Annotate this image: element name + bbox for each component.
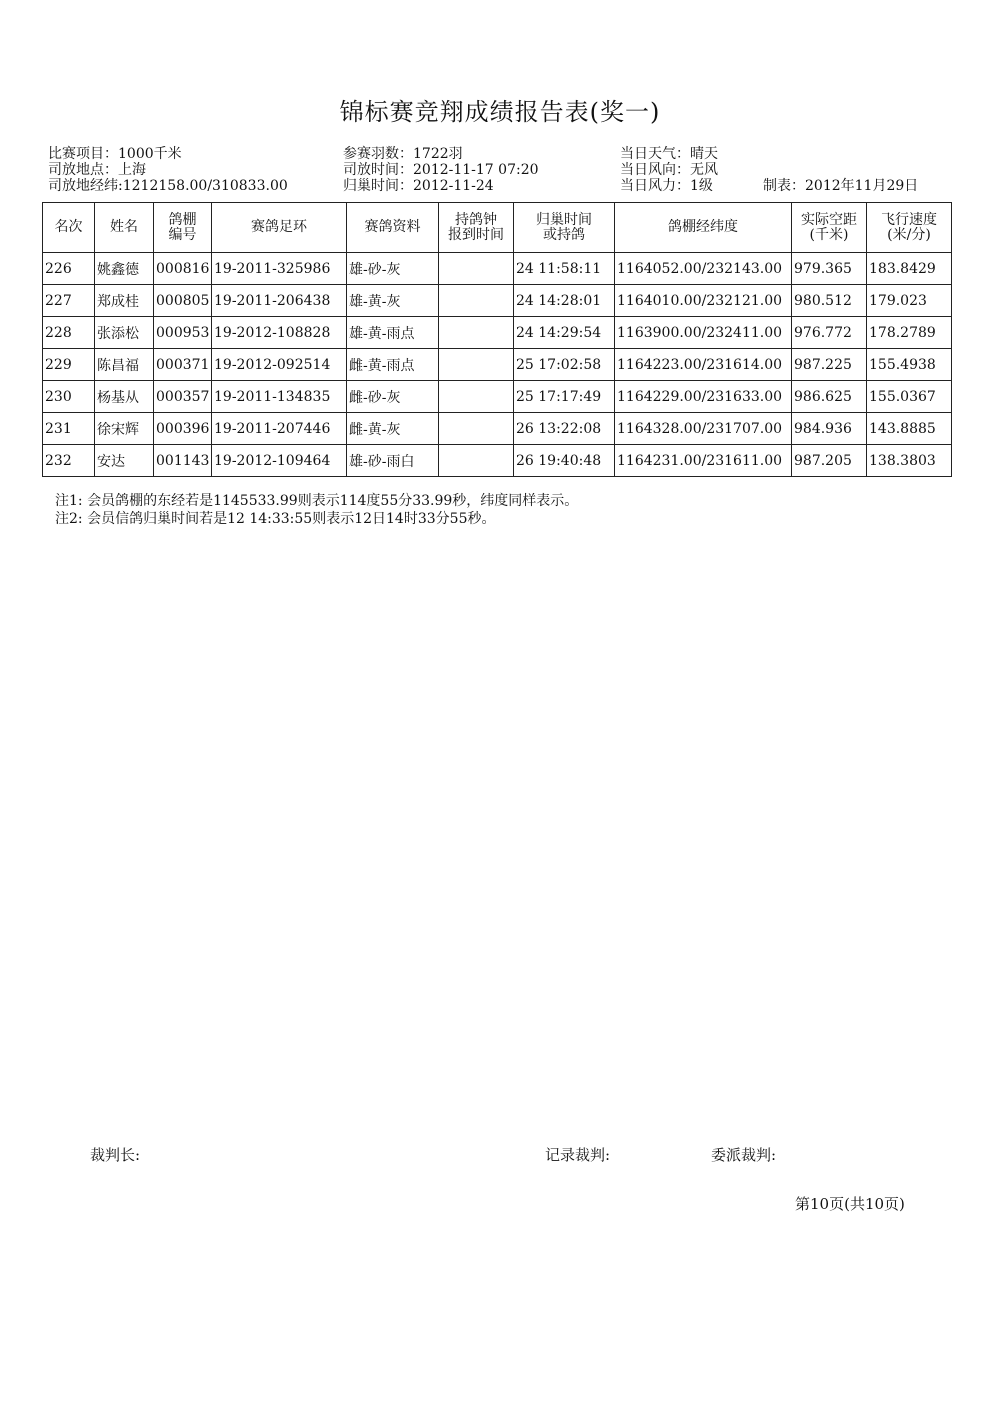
cell-clock-time bbox=[439, 381, 514, 413]
info-release-coords: 司放地经纬:1212158.00/310833.00 bbox=[48, 178, 288, 194]
note-return-time: 注2: 会员信鸽归巢时间若是12 14:33:55则表示12日14时33分55秒。 bbox=[55, 511, 496, 527]
cell-ring: 19-2011-325986 bbox=[212, 253, 347, 285]
cell-clock-time bbox=[439, 413, 514, 445]
header-rank: 名次 bbox=[43, 203, 95, 253]
cell-ring: 19-2012-092514 bbox=[212, 349, 347, 381]
cell-speed: 155.0367 bbox=[867, 381, 952, 413]
header-pigeon-info: 赛鸽资料 bbox=[347, 203, 439, 253]
cell-return-time: 24 11:58:11 bbox=[514, 253, 615, 285]
cell-return-time: 26 13:22:08 bbox=[514, 413, 615, 445]
cell-loft-id: 000371 bbox=[154, 349, 212, 381]
cell-speed: 183.8429 bbox=[867, 253, 952, 285]
cell-name: 姚鑫德 bbox=[95, 253, 154, 285]
cell-return-time: 24 14:29:54 bbox=[514, 317, 615, 349]
header-clock-time: 持鸽钟 报到时间 bbox=[439, 203, 514, 253]
cell-speed: 138.3803 bbox=[867, 445, 952, 477]
cell-name: 杨基从 bbox=[95, 381, 154, 413]
report-title: 锦标赛竞翔成绩报告表(奖一) bbox=[339, 98, 661, 126]
cell-speed: 178.2789 bbox=[867, 317, 952, 349]
info-wind-force: 当日风力：1级 bbox=[620, 178, 713, 194]
cell-loft-coords: 1164328.00/231707.00 bbox=[615, 413, 792, 445]
cell-loft-coords: 1163900.00/232411.00 bbox=[615, 317, 792, 349]
info-release-time: 司放时间：2012-11-17 07:20 bbox=[343, 162, 539, 178]
cell-clock-time bbox=[439, 317, 514, 349]
cell-loft-coords: 1164223.00/231614.00 bbox=[615, 349, 792, 381]
cell-loft-id: 001143 bbox=[154, 445, 212, 477]
table-row bbox=[43, 381, 952, 413]
cell-ring: 19-2012-108828 bbox=[212, 317, 347, 349]
cell-loft-id: 000357 bbox=[154, 381, 212, 413]
cell-return-time: 24 14:28:01 bbox=[514, 285, 615, 317]
table-row bbox=[43, 317, 952, 349]
cell-name: 郑成桂 bbox=[95, 285, 154, 317]
info-weather: 当日天气：晴天 bbox=[620, 146, 718, 162]
cell-name: 张添松 bbox=[95, 317, 154, 349]
header-speed: 飞行速度 (米/分) bbox=[867, 203, 952, 253]
header-ring: 赛鸽足环 bbox=[212, 203, 347, 253]
info-return-time: 归巢时间：2012-11-24 bbox=[343, 178, 494, 194]
cell-distance: 984.936 bbox=[792, 413, 867, 445]
results-table bbox=[42, 202, 952, 477]
cell-speed: 179.023 bbox=[867, 285, 952, 317]
table-row bbox=[43, 413, 952, 445]
cell-loft-coords: 1164229.00/231633.00 bbox=[615, 381, 792, 413]
cell-loft-coords: 1164010.00/232121.00 bbox=[615, 285, 792, 317]
cell-speed: 155.4938 bbox=[867, 349, 952, 381]
cell-distance: 976.772 bbox=[792, 317, 867, 349]
header-loft-coords: 鸽棚经纬度 bbox=[615, 203, 792, 253]
cell-distance: 979.365 bbox=[792, 253, 867, 285]
table-row bbox=[43, 349, 952, 381]
cell-rank: 230 bbox=[43, 381, 95, 413]
cell-pigeon-info: 雄-黄-雨点 bbox=[347, 317, 439, 349]
info-release-place: 司放地点：上海 bbox=[48, 162, 146, 178]
table-row bbox=[43, 285, 952, 317]
cell-ring: 19-2011-207446 bbox=[212, 413, 347, 445]
cell-loft-id: 000396 bbox=[154, 413, 212, 445]
cell-rank: 231 bbox=[43, 413, 95, 445]
table-row bbox=[43, 445, 952, 477]
header-return-time: 归巢时间 或持鸽 bbox=[514, 203, 615, 253]
cell-clock-time bbox=[439, 445, 514, 477]
cell-name: 徐宋辉 bbox=[95, 413, 154, 445]
cell-clock-time bbox=[439, 253, 514, 285]
cell-rank: 232 bbox=[43, 445, 95, 477]
info-wind-direction: 当日风向：无风 bbox=[620, 162, 718, 178]
cell-loft-id: 000805 bbox=[154, 285, 212, 317]
cell-pigeon-info: 雄-砂-灰 bbox=[347, 253, 439, 285]
table-header-row bbox=[43, 203, 952, 253]
cell-distance: 987.205 bbox=[792, 445, 867, 477]
cell-distance: 980.512 bbox=[792, 285, 867, 317]
cell-distance: 987.225 bbox=[792, 349, 867, 381]
cell-return-time: 26 19:40:48 bbox=[514, 445, 615, 477]
cell-return-time: 25 17:02:58 bbox=[514, 349, 615, 381]
cell-pigeon-info: 雄-砂-雨白 bbox=[347, 445, 439, 477]
cell-pigeon-info: 雌-黄-灰 bbox=[347, 413, 439, 445]
cell-loft-coords: 1164231.00/231611.00 bbox=[615, 445, 792, 477]
cell-ring: 19-2011-206438 bbox=[212, 285, 347, 317]
page-number: 第10页(共10页) bbox=[795, 1195, 905, 1213]
info-entries: 参赛羽数：1722羽 bbox=[343, 146, 463, 162]
cell-loft-coords: 1164052.00/232143.00 bbox=[615, 253, 792, 285]
cell-speed: 143.8885 bbox=[867, 413, 952, 445]
cell-name: 陈昌福 bbox=[95, 349, 154, 381]
cell-loft-id: 000953 bbox=[154, 317, 212, 349]
header-distance: 实际空距 (千米) bbox=[792, 203, 867, 253]
cell-pigeon-info: 雄-黄-灰 bbox=[347, 285, 439, 317]
cell-pigeon-info: 雌-黄-雨点 bbox=[347, 349, 439, 381]
cell-name: 安达 bbox=[95, 445, 154, 477]
cell-distance: 986.625 bbox=[792, 381, 867, 413]
signature-recording-judge: 记录裁判: bbox=[545, 1146, 611, 1164]
note-longitude: 注1: 会员鸽棚的东经若是1145533.99则表示114度55分33.99秒，纬度同样表示。 bbox=[55, 493, 579, 509]
signature-chief-judge: 裁判长: bbox=[90, 1146, 141, 1164]
cell-clock-time bbox=[439, 285, 514, 317]
signature-delegate-judge: 委派裁判: bbox=[711, 1146, 777, 1164]
cell-rank: 226 bbox=[43, 253, 95, 285]
info-event: 比赛项目：1000千米 bbox=[48, 146, 182, 162]
cell-clock-time bbox=[439, 349, 514, 381]
table-row bbox=[43, 253, 952, 285]
cell-ring: 19-2011-134835 bbox=[212, 381, 347, 413]
cell-rank: 228 bbox=[43, 317, 95, 349]
cell-pigeon-info: 雌-砂-灰 bbox=[347, 381, 439, 413]
cell-return-time: 25 17:17:49 bbox=[514, 381, 615, 413]
cell-loft-id: 000816 bbox=[154, 253, 212, 285]
cell-ring: 19-2012-109464 bbox=[212, 445, 347, 477]
header-name: 姓名 bbox=[95, 203, 154, 253]
info-made-date: 制表：2012年11月29日 bbox=[763, 178, 919, 194]
header-loft-id: 鸽棚 编号 bbox=[154, 203, 212, 253]
cell-rank: 229 bbox=[43, 349, 95, 381]
cell-rank: 227 bbox=[43, 285, 95, 317]
